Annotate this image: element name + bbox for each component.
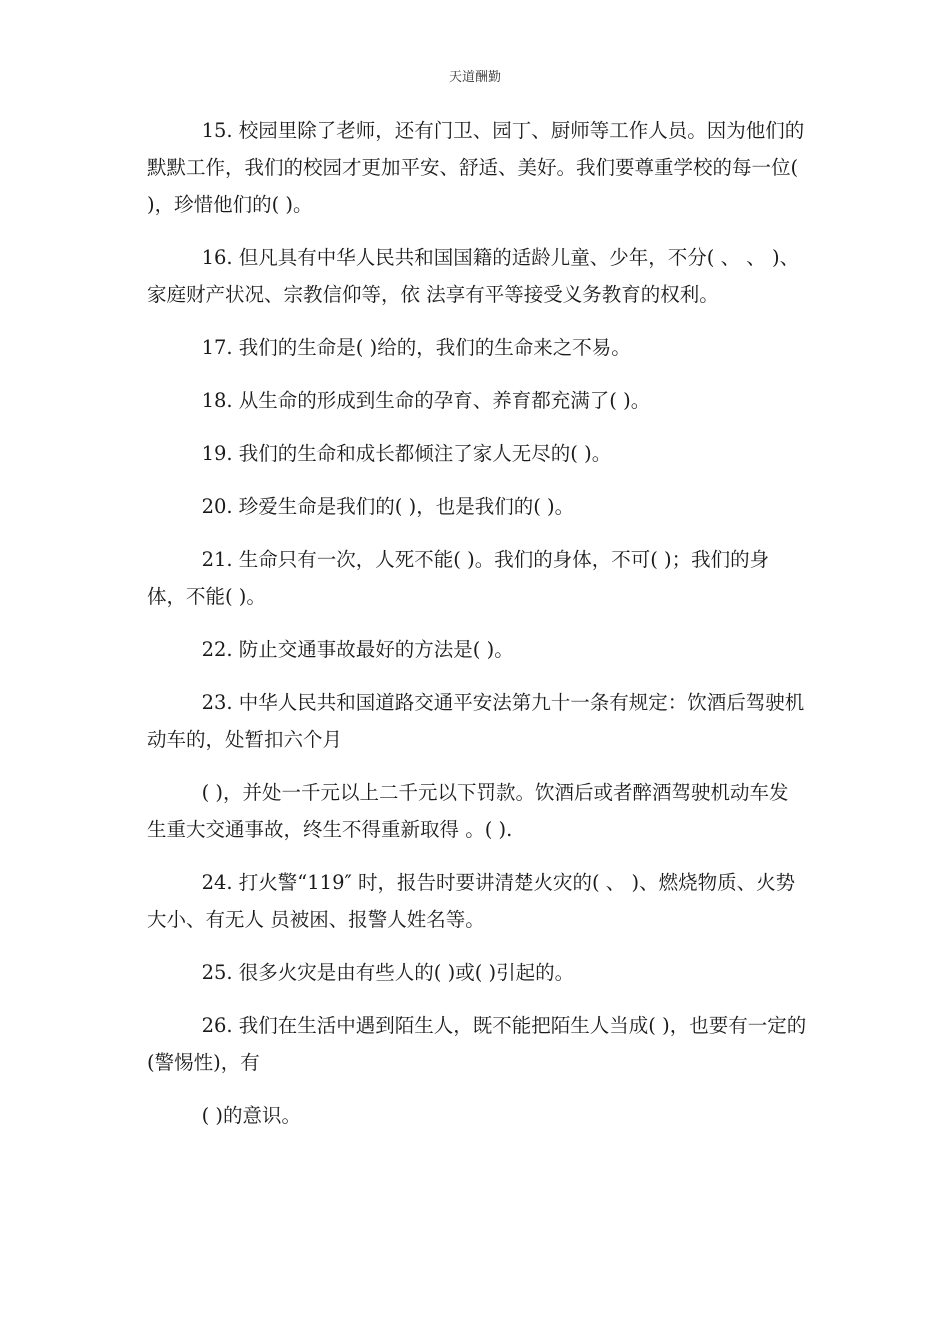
question-18: 18. 从生命的形成到生命的孕育、养育都充满了( )。 [201, 389, 651, 412]
question-24: 24. 打火警“119″ 时，报告时要讲清楚火灾的( 、 )、燃烧物质、火势大小、有无人 员被困、报警人姓名等。 [147, 871, 796, 931]
question-22: 22. 防止交通事故最好的方法是( )。 [201, 638, 514, 661]
question-17: 17. 我们的生命是( )给的，我们的生命来之不易。 [201, 336, 631, 359]
page-header: 天道酬勤 [448, 70, 501, 85]
question-26: 26. 我们在生活中遇到陌生人，既不能把陌生人当成( )，也要有一定的(警惕性)，有 [147, 1014, 807, 1074]
question-23-continued: ( )，并处一千元以上二千元以下罚款。饮酒后或者醉酒驾驶机动车发生重大交通事故，终生不得重新取得 。( ). [147, 781, 789, 841]
question-16: 16. 但凡具有中华人民共和国国籍的适龄儿童、少年，不分( 、 、 )、家庭财产状况、宗教信仰等，依 法享有平等接受义务教育的权利。 [147, 246, 800, 306]
question-15: 15. 校园里除了老师，还有门卫、园丁、厨师等工作人员。因为他们的默默工作，我们的校园才更加平安、舒适、美好。我们要尊重学校的每一位( )，珍惜他们的( )。 [147, 119, 805, 216]
question-20: 20. 珍爱生命是我们的( )，也是我们的( )。 [201, 495, 575, 518]
document-body [147, 112, 807, 1150]
question-25: 25. 很多火灾是由有些人的( )或( )引起的。 [201, 961, 575, 984]
question-26-continued: ( )的意识。 [201, 1104, 302, 1127]
question-21: 21. 生命只有一次，人死不能( )。我们的身体，不可( )；我们的身体，不能( )。 [147, 548, 770, 608]
question-23: 23. 中华人民共和国道路交通平安法第九十一条有规定：饮酒后驾驶机动车的，处暂扣六个月 [147, 691, 805, 751]
question-19: 19. 我们的生命和成长都倾注了家人无尽的( )。 [201, 442, 612, 465]
